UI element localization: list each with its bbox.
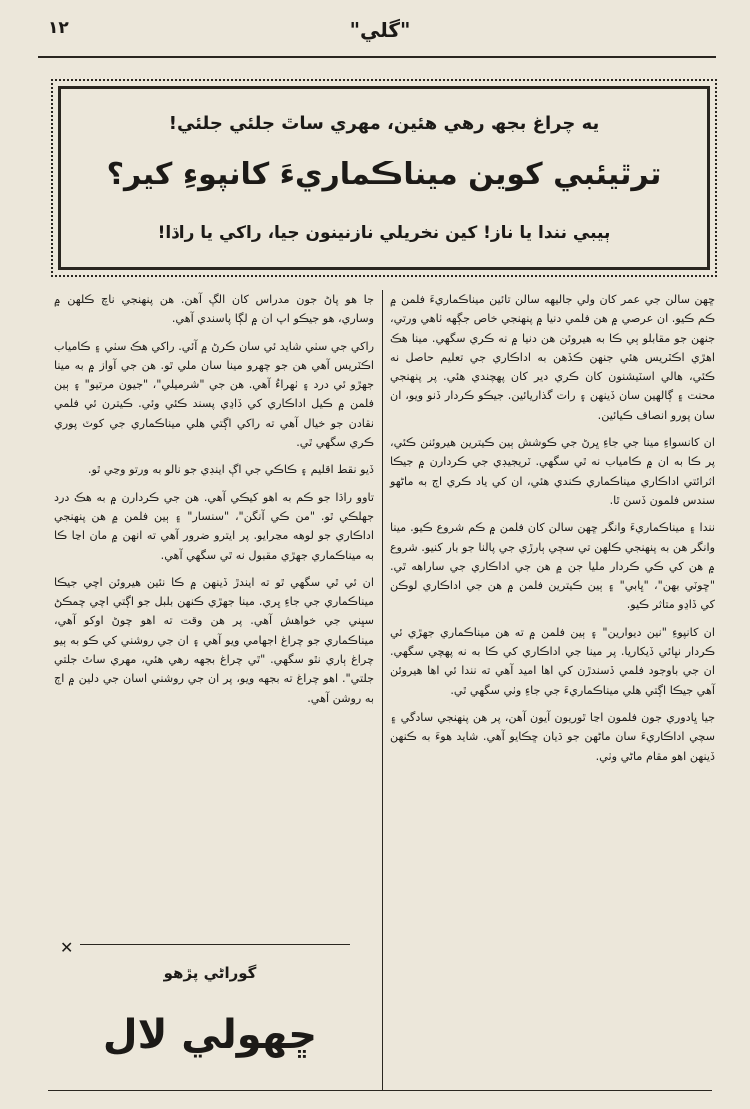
section-break-mark: ✕ [60, 938, 74, 957]
ad-divider [80, 944, 350, 945]
ad-title: ڇهولي لال [102, 1012, 318, 1058]
journal-name: "گلي" [349, 18, 411, 42]
ad-subtitle: گوراڻي پڙهو [163, 964, 257, 982]
article-column-right [390, 290, 715, 774]
paragraph: ڏيو نقط اقليم ۽ ڪاڪي جي اڳ اينڊي جو نالو به ورتو وڃي ٿو. [87, 463, 374, 477]
paragraph: ان ئي ٿي سگهي ٿو ته ايندڙ ڏينهن ۾ ڪا نئين هيروئن اچي جيڪا ميناڪماري جي جاءِ ڀري. مينا جهڙي ڪنهن بلبل جو اڳتي اچي چمڪڻ سڀني جي خواهش آهي. پر هن وقت ته اهو چوڻ اوکو آهي، ميناڪماري جو چراغ اجهامي ويو آهي ۽ ان جي روشني کي ڪو به ٻيو چراغ ٻاري نٿو سگهي. "ٿي چراغ بجهه رهي هئي، مهري ساٿ جلتي جلتي". اهو چراغ ته بجهه ويو، پر ان جي روشني اسان جي دلين ۾ اڄ به روشن آهي. [54, 575, 374, 705]
banner-headline: ترٿيئبي کوين ميناڪماريءَ کانپوءِ کير؟ [106, 157, 662, 192]
paragraph: ان کانسواءِ مينا جي جاءِ ڀرڻ جي ڪوشش ٻين ڪيترين هيروئنن ڪئي، پر ڪا به ان ۾ ڪامياب نه ٿي سگهي. ٽريجيڊي جي ڪردارن ۾ جيڪا اثرائتي اداڪاري ميناڪماري ڪندي هئي، ان کي ياد ڪري اڄ به ماڻهو سندس فلمون ڏسن ٿا. [390, 436, 715, 507]
page-number: ١٢ [48, 18, 69, 38]
banner-tagline: ٻيبي نندا يا ناز! کين نخريلي نازنينون جيا، راکي يا راڌا! [157, 223, 611, 243]
paragraph: ان کانپوءِ "نين ديوارين" ۽ ٻين فلمن ۾ ته هن ميناڪماري جهڙي ئي ڪردار نڀائي ڏيکاريا. پر مينا جي اداڪاري کي ڪا به نه پهچي سگهي. ان جي باوجود فلمي ڏسندڙن کي اها اميد آهي ته نندا ئي اها هيروئن آهي جيڪا اڳتي هلي ميناڪماريءَ جي جاءِ وٺي سگهي ٿي. [390, 625, 715, 697]
paragraph: جيا ڀادوري جون فلمون اڃا ٿوريون آيون آهن، پر هن پنهنجي سادگي ۽ سچي اداڪاريءَ سان ماڻهن جو ڌيان ڇڪايو آهي. شايد هوءَ به ڪنهن ڏينهن اهو مقام ماڻي وٺي. [390, 710, 715, 763]
banner-subheading: يه چراغ بجھ رهي هئين، مهري ساٿ جلئي جلئي! [168, 113, 600, 134]
footer-rule [48, 1090, 712, 1091]
paragraph: ڇهن سالن جي عمر کان ولي جاليهه سالن تائين ميناڪماريءَ فلمن ۾ ڪم ڪيو. ان عرصي ۾ هن فلمي دنيا ۾ پنهنجي خاص جڳهه ٺاهي ورتي، جنهن جو مقابلو ٻي ڪا به هيروئن هن دنيا ۾ نه ڪري سگهي. مينا هڪ اهڙي اڪٽريس هئي جنهن ڪڏهن به اداڪاري جي تعليم حاصل نه ڪئي، هالي اسٽيشنون کان ڪري دير کان پهچندي هئي. پر پنهنجي محنت ۽ ڳالهين سان ڏينهن ۽ رات گذاريائين. جيڪو ڪردار ڏنو ويو، ان سان پورو انصاف ڪيائين. [390, 293, 715, 422]
page-header [40, 18, 720, 52]
header-rule [38, 56, 716, 58]
column-divider [382, 290, 383, 1090]
paragraph: راکي جي سٺي شايد ئي سان ڪرڻ ۾ آئي. راکي هڪ سٺي ۽ ڪامياب اڪٽريس آهي هن جو چهرو مينا سان ملي ٿو. هن جي آواز ۾ به مينا جهڙو ئي درد ۽ ٺهراءُ آهي. هن جي "شرميلي"، "جيون مرتيو" ۽ ٻين فلمن ۾ ڪيل اداڪاري کي ڏاڍي پسند ڪئي وئي. ڪيترن ئي فلمي نقادن جو خيال آهي ته راکي اڳتي هلي ميناڪماري جي کوٽ پوري ڪري سگهي ٿي. [54, 339, 374, 450]
paragraph: جا هو پاڻ جون مدراس کان الڳ آهن. هن پنهنجي ناچ ڪلهن ۾ وساري، هو جيڪو اپ ان ۾ لڳا پاسندي آهي. [54, 293, 374, 326]
paragraph: تاوو راڌا جو ڪم به اهو کيڪي آهي. هن جي ڪردارن ۾ به هڪ درد جهلڪي ٿو. "من ڪي آنگن"، "سنسار" ۽ ٻين فلمن ۾ هن پنهنجي اداڪاري جو لوهه مڃرايو. پر ايترو ضرور آهي ته انهن ۾ مان اڃا ڪا به ميناڪماري جهڙي مقبول نه ٿي سگهي آهي. [54, 490, 374, 562]
article-column-left [54, 290, 374, 716]
paragraph: نندا ۽ ميناڪماريءَ وانگر ڇهن سالن کان فلمن ۾ ڪم شروع ڪيو. مينا وانگر هن به پنهنجي ڪلهن تي سڄي ٻارڙي جي پالنا جو بار کنيو. شروع ۾ هن کي ڪي ڪردار مليا جن ۾ هن جي اداڪاري جي ساراهه ٿي. "ڇوٽي بهن"، "ڀابي" ۽ ٻين ڪيترين فلمن ۾ هن جي اداڪاري لوڪن کي ڏاڍو متاثر ڪيو. [390, 521, 715, 612]
headline-banner [58, 86, 710, 270]
